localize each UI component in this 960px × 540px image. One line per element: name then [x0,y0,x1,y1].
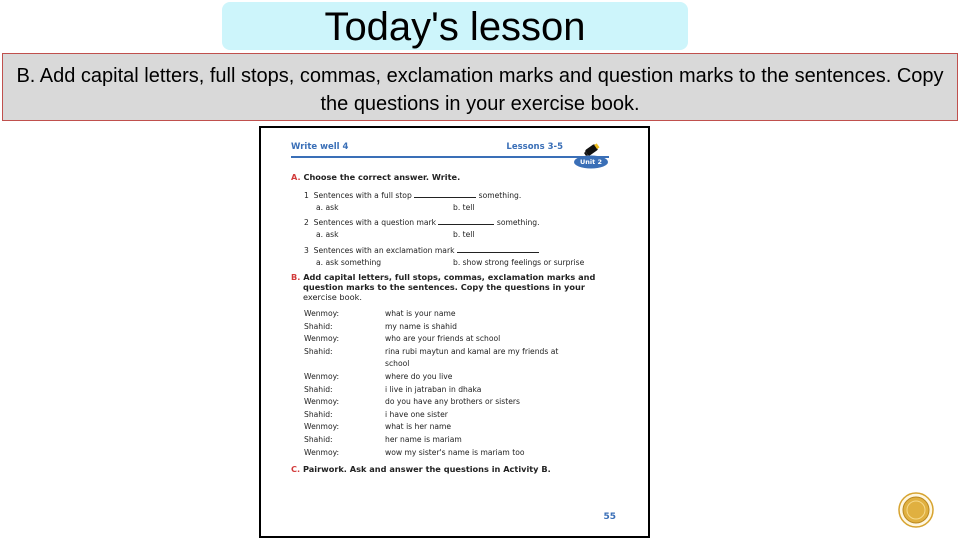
dialogue-speaker: Shahid: [304,435,333,444]
dialogue-speaker: Wenmoy: [304,309,340,318]
item-number: 3 [304,246,309,255]
item-text: Sentences with a full stop [313,191,412,200]
a-item-2 [304,217,540,227]
dialogue-line: what is your name [385,309,456,318]
section-b-title-line: question marks to the sentences. Copy the questions in your [303,282,585,292]
unit-badge [571,142,611,164]
section-c-title: Pairwork. Ask and answer the questions in Activity B. [302,464,551,474]
item-number: 1 [304,191,309,200]
dialogue-line: i live in jatraban in dhaka [385,384,482,394]
dialogue-line: what is her name [385,422,452,432]
section-c-heading [291,464,551,474]
header-lessons: Lessons 3-5 [506,142,563,152]
section-b-title-line: Add capital letters, full stops, commas, exclamation marks and [303,272,596,282]
answer-blank [414,190,476,198]
instruction-text: B. Add capital letters, full stops, commas, exclamation marks and question marks to the sentences. Copy the questions in your exercise book. [16,65,944,115]
a-item-2-option-a: a. ask [316,230,339,239]
lesson-title: Today's lesson [324,5,586,49]
a-item-3-option-a: a. ask something [316,258,382,267]
textbook-page [259,126,650,538]
a-item-1-option-a: a. ask [316,203,339,212]
section-a-letter: A. [291,172,301,182]
dialogue-line: i have one sister [385,409,448,419]
dialogue-line: do you have any brothers or sisters [385,397,520,407]
dialogue-line: school [385,359,410,369]
header-rule [291,156,609,158]
section-a-title: Choose the correct answer. Write. [303,172,461,182]
dialogue-speaker: Wenmoy: [304,372,340,381]
page-number: 55 [603,512,616,522]
section-b-letter: B. [291,272,301,282]
textbook-page-content [261,128,648,536]
dialogue-speaker: Wenmoy: [304,447,340,457]
a-item-3 [304,245,539,255]
dialogue-speaker: Wenmoy: [304,334,340,344]
dialogue-line: wow my sister's name is mariam too [385,447,525,457]
dialogue-speaker: Shahid: [304,321,333,331]
dialogue-line: rina rubi maytun and kamal are my friends at [385,346,559,356]
dialogue-line: my name is shahid [385,321,457,331]
unit-badge-label: Unit 2 [580,158,603,166]
a-item-1 [304,190,521,200]
dialogue-speaker: Shahid: [304,346,333,356]
a-item-1-option-b: b. tell [453,203,475,212]
a-item-2-option-b: b. tell [453,230,475,239]
item-text: Sentences with an exclamation mark [313,246,455,255]
item-number: 2 [304,218,309,227]
section-b-title-line: exercise book. [303,292,362,302]
header-book-title: Write well 4 [291,142,349,152]
answer-blank [457,245,539,253]
circle-seal-icon [898,492,934,528]
section-c-letter: C. [291,464,301,474]
dialogue-line: where do you live [385,372,453,381]
answer-blank [438,217,494,225]
dialogue-speaker: Shahid: [304,384,333,394]
dialogue-speaker: Wenmoy: [304,422,340,432]
dialogue-speaker: Wenmoy: [304,397,340,407]
dialogue-line: her name is mariam [385,435,462,444]
a-item-3-option-b: b. show strong feelings or surprise [453,258,585,267]
item-text-after: something. [496,218,540,227]
dialogue-line: who are your friends at school [385,334,501,344]
lesson-title-box [222,2,688,50]
section-a-heading [291,172,460,182]
item-text-after: something. [478,191,522,200]
dialogue-speaker: Shahid: [304,409,333,419]
instruction-banner [2,53,958,121]
section-b-heading [291,272,595,282]
item-text: Sentences with a question mark [313,218,437,227]
